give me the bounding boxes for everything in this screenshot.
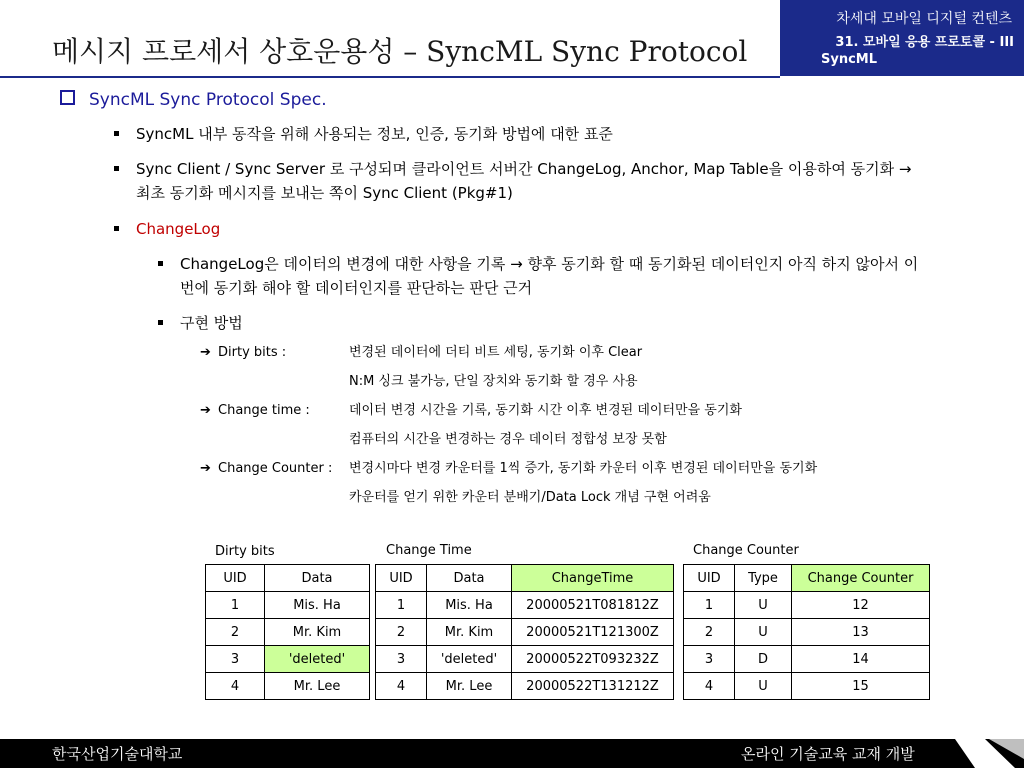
table-cell: 20000522T093232Z (512, 646, 674, 673)
header-cell: Data (265, 565, 370, 592)
table-cell: U (735, 592, 792, 619)
slide-footer (0, 739, 1024, 768)
square-bullet-icon (114, 226, 119, 231)
method-label: Change time : (218, 403, 310, 418)
method-desc: N:M 싱크 불가능, 단일 장치와 동기화 할 경우 사용 (349, 374, 638, 389)
table-row (376, 646, 674, 673)
square-bullet-icon (158, 320, 163, 325)
method-desc: 데이터 변경 시간을 기록, 동기화 시간 이후 변경된 데이터만을 동기화 (349, 403, 742, 418)
table-cell: Mr. Kim (265, 619, 370, 646)
slide-header (0, 0, 1024, 78)
table-cell: D (735, 646, 792, 673)
footer-course: 온라인 기술교육 교재 개발 (741, 745, 915, 763)
table-cell: 4 (376, 673, 427, 700)
table-cell: 14 (792, 646, 930, 673)
table-cell: 4 (206, 673, 265, 700)
arrow-right-icon: ➔ (200, 461, 211, 476)
table-caption-change-counter: Change Counter (693, 543, 799, 558)
table-cell: U (735, 673, 792, 700)
table-cell: 1 (684, 592, 735, 619)
method-desc: 카운터를 얻기 위한 카운터 분배기/Data Lock 개념 구현 어려움 (349, 490, 711, 505)
header-cell: UID (376, 565, 427, 592)
sub-bullet-item (160, 311, 920, 335)
section-heading-text: SyncML Sync Protocol Spec. (89, 90, 327, 110)
table-row (206, 619, 370, 646)
table-row (206, 646, 370, 673)
header-cell: UID (684, 565, 735, 592)
table-cell: U (735, 619, 792, 646)
sub-bullet-item (160, 252, 920, 300)
table-cell: 'deleted' (427, 646, 512, 673)
table-caption-change-time: Change Time (386, 543, 472, 558)
table-header-row (376, 565, 674, 592)
table-cell-highlighted: 'deleted' (265, 646, 370, 673)
square-bullet-icon (114, 131, 119, 136)
method-desc: 변경된 데이터에 더티 비트 세팅, 동기화 이후 Clear (349, 345, 643, 360)
table-cell: Mr. Lee (427, 673, 512, 700)
section-heading (60, 90, 327, 110)
sub-bullet-text: ChangeLog은 데이터의 변경에 대한 사항을 기록 → 향후 동기화 할 때 동기화된 데이터인지 아직 하지 않아서 이번에 동기화 해야 할 데이터인지를 판단하는 판단 근거 (180, 255, 919, 297)
method-label: Dirty bits : (218, 345, 287, 360)
bullet-text: ChangeLog (136, 220, 221, 238)
bullet-item (116, 157, 916, 205)
table-cell: Mr. Lee (265, 673, 370, 700)
table-row (684, 619, 930, 646)
table-row (376, 673, 674, 700)
change-counter-table (683, 564, 930, 700)
table-cell: 2 (206, 619, 265, 646)
arrow-right-icon: ➔ (200, 403, 211, 418)
badge-course-name: 차세대 모바일 디지털 컨텐츠 (836, 11, 1012, 27)
table-cell: 4 (684, 673, 735, 700)
bullet-text: SyncML 내부 동작을 위해 사용되는 정보, 인증, 동기화 방법에 대한 표준 (136, 125, 613, 143)
table-cell: 1 (206, 592, 265, 619)
method-item (200, 401, 348, 421)
table-cell: 3 (376, 646, 427, 673)
table-cell: Mis. Ha (427, 592, 512, 619)
square-bullet-icon (114, 166, 119, 171)
header-cell-highlighted: Change Counter (792, 565, 930, 592)
table-row (376, 592, 674, 619)
table-row (684, 592, 930, 619)
table-cell: 20000522T131212Z (512, 673, 674, 700)
method-label: Change Counter : (218, 461, 333, 476)
badge-topic: SyncML (821, 52, 878, 67)
table-row (684, 646, 930, 673)
table-cell: 13 (792, 619, 930, 646)
table-caption-dirty-bits: Dirty bits (215, 544, 275, 559)
table-row (206, 592, 370, 619)
checkbox-bullet-icon (60, 90, 75, 105)
table-cell: 20000521T121300Z (512, 619, 674, 646)
header-rule (0, 76, 780, 78)
header-cell: Type (735, 565, 792, 592)
table-cell: 20000521T081812Z (512, 592, 674, 619)
badge-chapter: 31. 모바일 응용 프로토콜 - III (835, 35, 1014, 50)
table-cell: 3 (206, 646, 265, 673)
method-desc: 컴퓨터의 시간을 변경하는 경우 데이터 정합성 보장 못함 (349, 432, 667, 447)
table-row (206, 673, 370, 700)
table-cell: 15 (792, 673, 930, 700)
header-cell: UID (206, 565, 265, 592)
bullet-text: Sync Client / Sync Server 로 구성되며 클라이언트 서버간 ChangeLog, Anchor, Map Table을 이용하여 동기화 →최초 동기화 메시지를 보내는 쪽이 Sync Client (Pkg#1) (136, 160, 912, 202)
header-cell-highlighted: ChangeTime (512, 565, 674, 592)
bullet-item (116, 122, 936, 146)
sub-bullet-text: 구현 방법 (180, 314, 243, 332)
method-item (200, 459, 348, 479)
course-badge (780, 0, 1024, 76)
table-header-row (684, 565, 930, 592)
footer-decoration-icon (955, 739, 1024, 768)
slide-title: 메시지 프로세서 상호운용성 – SyncML Sync Protocol (52, 35, 748, 68)
table-row (376, 619, 674, 646)
square-bullet-icon (158, 261, 163, 266)
bullet-item (116, 217, 936, 241)
table-row (684, 673, 930, 700)
table-header-row (206, 565, 370, 592)
table-cell: Mis. Ha (265, 592, 370, 619)
header-cell: Data (427, 565, 512, 592)
method-item (200, 343, 348, 363)
table-cell: 3 (684, 646, 735, 673)
table-cell: Mr. Kim (427, 619, 512, 646)
dirty-bits-table (205, 564, 370, 700)
footer-institution: 한국산업기술대학교 (52, 745, 183, 763)
table-cell: 1 (376, 592, 427, 619)
table-cell: 12 (792, 592, 930, 619)
arrow-right-icon: ➔ (200, 345, 211, 360)
change-time-table (375, 564, 674, 700)
method-desc: 변경시마다 변경 카운터를 1씩 증가, 동기화 카운터 이후 변경된 데이터만을 동기화 (349, 461, 818, 476)
table-cell: 2 (684, 619, 735, 646)
table-cell: 2 (376, 619, 427, 646)
